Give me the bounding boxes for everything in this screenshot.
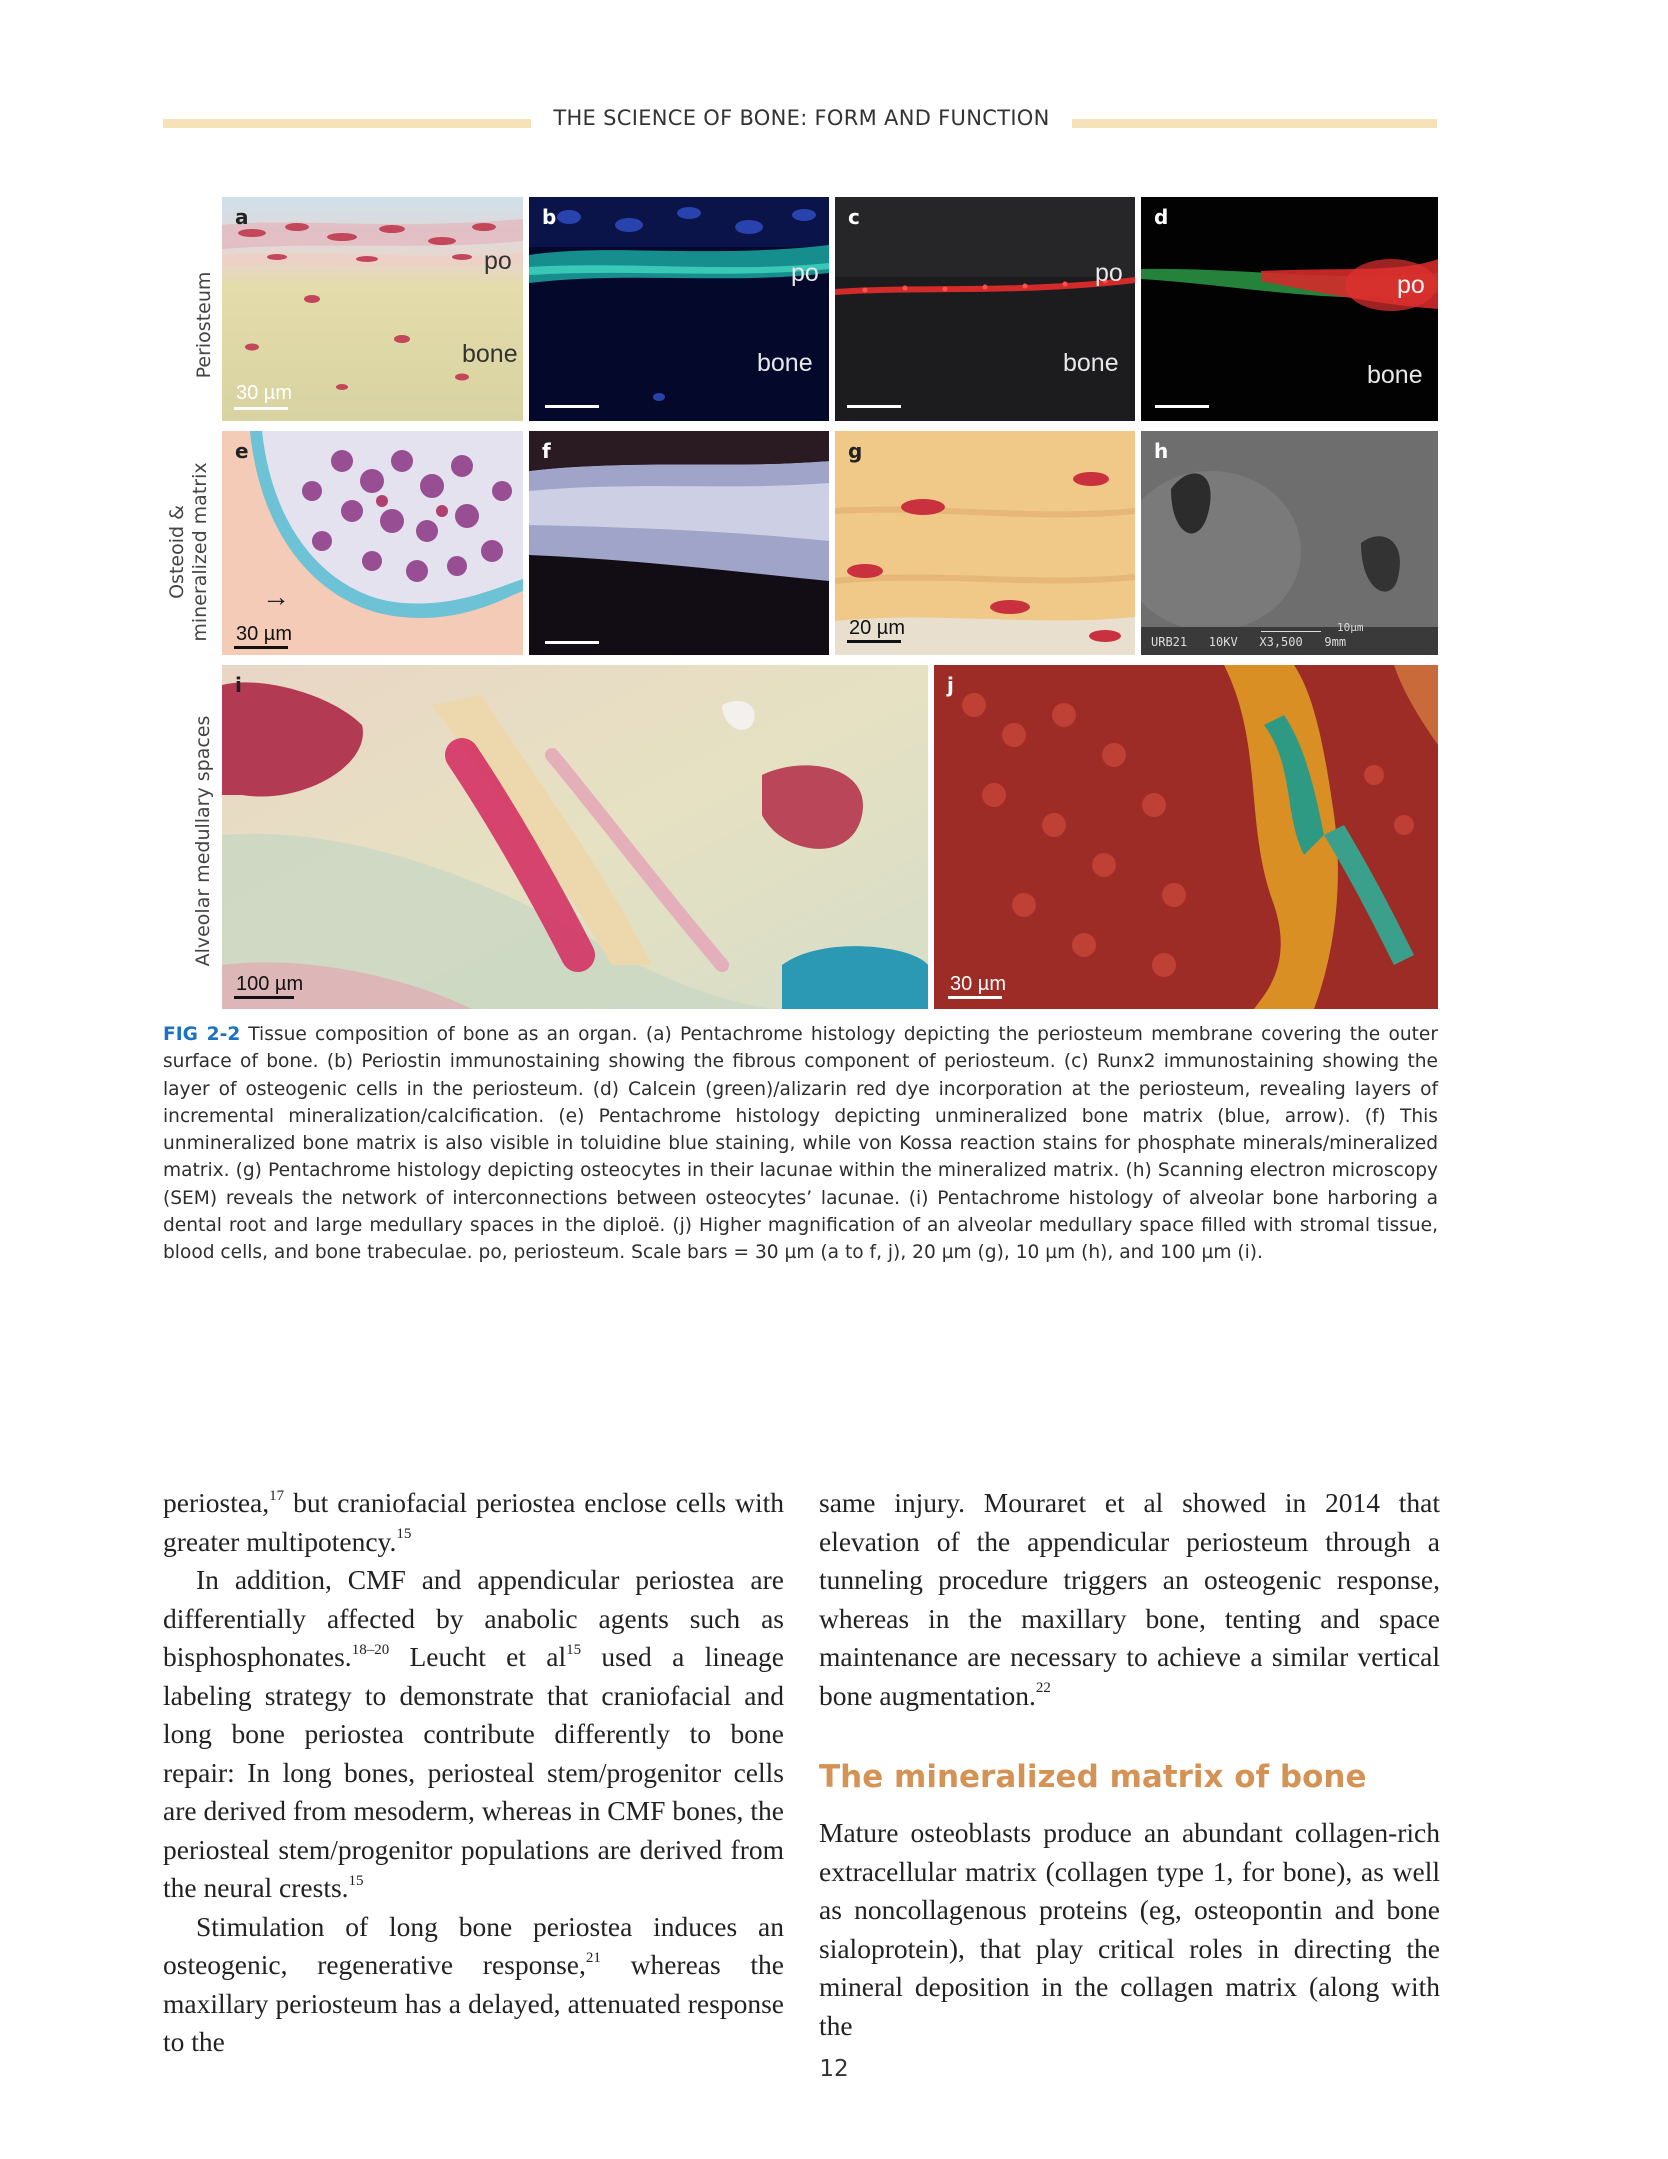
panel-h-sem-info: URB21 10KV X3,500 9mm (1151, 635, 1347, 649)
panel-b-po-label: po (791, 259, 819, 287)
figure-label: FIG 2-2 (163, 1024, 241, 1045)
panel-e (222, 431, 523, 655)
body-paragraph: same injury. Mouraret et al showed in 2014 that elevation of the appendicular periosteum through a tunneling procedure triggers an osteogenic response, whereas in the maxillary bone, tenting and space maintenance are necessary to achieve a similar vertical bone augmentation.$^{22}$ (819, 1487, 1440, 1711)
panel-h-image (1141, 431, 1438, 655)
panel-g (835, 431, 1135, 655)
page-number: 12 (819, 2056, 849, 2082)
panel-e-image (222, 431, 523, 655)
row-label-osteoid-line2: mineralized matrix (189, 462, 211, 642)
panel-b-bone-label: bone (757, 349, 813, 377)
panel-g-scale-bar (847, 640, 901, 643)
panel-a-scale-bar (234, 407, 288, 410)
panel-i-scale-bar (234, 996, 294, 999)
panel-c-image (835, 197, 1135, 421)
panel-j-scale-bar (948, 996, 1002, 999)
panel-a (222, 197, 523, 421)
panel-i (222, 665, 928, 1009)
panel-h-scale-bar (1261, 631, 1321, 632)
panel-b (529, 197, 829, 421)
panel-c (835, 197, 1135, 421)
panel-d-po-label: po (1397, 271, 1425, 299)
running-header: THE SCIENCE OF BONE: FORM AND FUNCTION (553, 106, 1050, 130)
panel-f (529, 431, 829, 655)
panel-c-po-label: po (1095, 259, 1123, 287)
row-label-osteoid-line1: Osteoid & (166, 505, 188, 599)
body-column-left (163, 1484, 784, 2062)
panel-d-scale-bar (1155, 405, 1209, 408)
figure-caption (163, 1021, 1438, 1267)
row-label-periosteum: Periosteum (192, 271, 215, 379)
body-column-right (819, 1484, 1440, 2045)
panel-i-image (222, 665, 928, 1009)
panel-d-label: d (1154, 205, 1169, 229)
figure-caption-text: Tissue composition of bone as an organ. (a) Pentachrome histology depicting the periosteum membrane covering the outer surface of bone. (b) Periostin immunostaining showing the fibrous component of periosteum. (c) Runx2 immunostaining showing the layer of osteogenic cells in the periosteum. (d) Calcein (green)/alizarin red dye incorporation at the periosteum, revealing layers of incremental mineralization/calcification. (e) Pentachrome histology depicting unmineralized bone matrix (blue, arrow). (f) This unmineralized bone matrix is also visible in toluidine blue staining, while von Kossa reaction stains for phosphate minerals/mineralized matrix. (g) Pentachrome histology depicting osteocytes in their lacunae within the mineralized matrix. (h) Scanning electron microscopy (SEM) reveals the network of interconnections between osteocytes’ lacunae. (i) Pentachrome histology of alveolar bone harboring a dental root and large medullary spaces in the diploë. (j) Higher magnification of an alveolar medullary space filled with stromal tissue, blood cells, and bone trabeculae. po, periosteum. Scale bars = 30 µm (a to f, j), 20 µm (g), 10 µm (h), and 100 µm (i). (163, 1024, 1438, 1264)
panel-c-bone-label: bone (1063, 349, 1119, 377)
body-paragraph: periostea,$^{17}$ but craniofacial periostea enclose cells with greater multipotency.$^{15}$ (163, 1487, 784, 1557)
panel-d-bone-label: bone (1367, 361, 1423, 389)
panel-j-image (934, 665, 1438, 1009)
header-rule-right (1072, 119, 1437, 128)
panel-d (1141, 197, 1438, 421)
panel-g-label: g (848, 439, 863, 463)
panel-a-bone-label: bone (462, 340, 518, 368)
body-paragraph: Stimulation of long bone periostea induces an osteogenic, regenerative response,$^{21}$ whereas the maxillary periosteum has a delayed, attenuated response to the (163, 1910, 785, 2057)
header-rule-left (163, 119, 531, 128)
panel-f-label: f (542, 439, 551, 463)
panel-f-scale-bar (545, 641, 599, 644)
panel-f-image (529, 431, 829, 655)
section-heading: The mineralized matrix of bone (819, 1759, 1367, 1795)
panel-a-po-label: po (484, 247, 512, 275)
body-paragraph: In addition, CMF and appendicular periostea are differentially affected by anabolic agents such as bisphosphonates.$^{18-20}$ Leucht et $al^{15}$ used a lineage labeling strategy to demonstrate that craniofacial and long bone periostea contribute differently to bone repair: In long bones, periosteal stem/progenitor cells are derived from mesoderm, whereas in CMF bones, the periosteal stem/progenitor populations are derived from the neural crests.$^{15}$ (163, 1564, 784, 1903)
panel-b-scale-bar (545, 405, 599, 408)
panel-e-arrow-icon: → (262, 581, 290, 612)
panel-c-label: c (848, 205, 860, 229)
panel-e-label: e (235, 439, 249, 463)
panel-b-label: b (542, 205, 557, 229)
panel-i-label: i (235, 673, 242, 697)
panel-g-scale-label: 20 µm (849, 617, 905, 639)
panel-j (934, 665, 1438, 1009)
panel-e-scale-label: 30 µm (236, 623, 292, 645)
panel-a-label: a (235, 205, 249, 229)
panel-b-image (529, 197, 829, 421)
panel-i-scale-label: 100 µm (236, 973, 304, 995)
row-label-alveolar: Alveolar medullary spaces (191, 715, 214, 967)
body-paragraph: Mature osteoblasts produce an abundant collagen-rich extracellular matrix (collagen type 1, for bone), as well as noncollagenous proteins (eg, osteopontin and bone sialoprotein), that play critical roles in directing the mineral deposition in the collagen matrix (along with the (819, 1817, 1440, 2041)
panel-j-scale-label: 30 µm (950, 973, 1006, 995)
panel-h-sem-scale: 10µm (1337, 621, 1364, 634)
panel-j-label: j (947, 673, 954, 697)
panel-e-scale-bar (234, 646, 288, 649)
panel-h-label: h (1154, 439, 1169, 463)
panel-a-scale-label: 30 µm (236, 382, 292, 404)
panel-h (1141, 431, 1438, 655)
panel-c-scale-bar (847, 405, 901, 408)
row-label-osteoid (164, 442, 214, 662)
